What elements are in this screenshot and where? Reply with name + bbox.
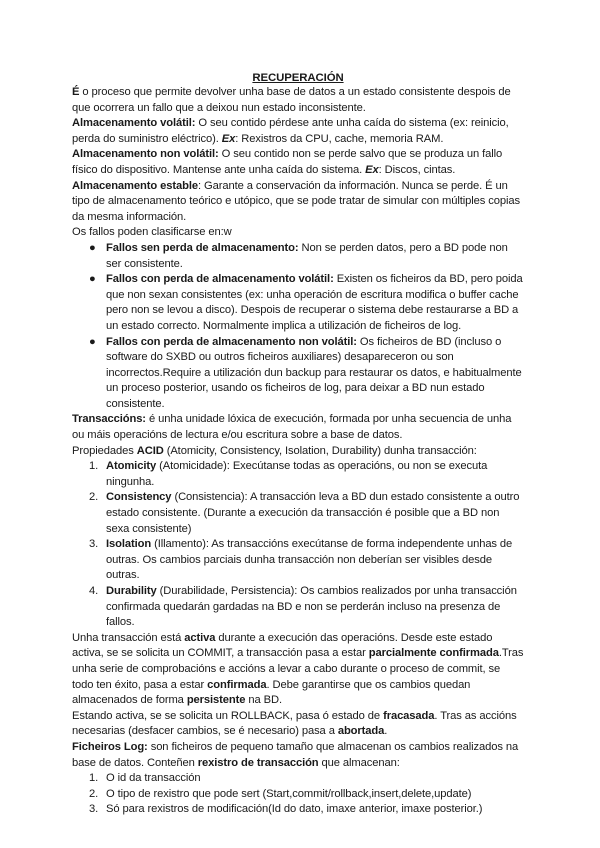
- failures-intro: Os fallos poden clasificarse en:w: [72, 226, 232, 239]
- transaction-record-term: rexistro de transacción: [197, 756, 319, 769]
- failure-term: Fallos con perda de almacenamento volátil:: [106, 273, 334, 286]
- states-text: Estando activa, se se solicita un ROLLBACK, pasa ó estado de: [72, 709, 384, 722]
- acid-intro: [72, 444, 524, 460]
- item-number: 2.: [89, 787, 99, 800]
- nonvolatile-term: Almacenamento non volátil:: [72, 148, 219, 161]
- failures-list: [72, 241, 524, 413]
- acid-item-text: (Durabilidade, Persistencia): Os cambios realizados por unha transacción confirmada quedarán gardadas na BD e non se perderán incluso na presenza de fallos.: [106, 585, 517, 629]
- bullet-icon: ●: [89, 335, 96, 348]
- transactions-text: é unha unidade lóxica de execución, formada por unha secuencia de unha ou máis operacións de lectura e/ou escritura sobre a base de datos.: [72, 413, 512, 442]
- states-commit-paragraph: [72, 631, 524, 709]
- nonvolatile-storage-paragraph: [72, 147, 524, 178]
- item-number: 1.: [89, 460, 99, 473]
- bullet-icon: ●: [89, 273, 96, 286]
- volatile-ex: Ex: [221, 132, 236, 145]
- list-item: [72, 335, 524, 413]
- failure-term: Fallos con perda de almacenamento non volátil:: [106, 335, 357, 348]
- state-active: activa: [184, 631, 216, 644]
- log-files-term: Ficheiros Log:: [72, 740, 148, 753]
- states-text: durante a execución das operacións. Desde este estado activa, se se solicita un COMMIT, a transacción pasa a estar: [72, 631, 493, 660]
- log-files-text: son ficheiros de pequeno tamaño que almacenan os cambios realizados na base de datos. Conteñen: [72, 740, 519, 769]
- states-rollback-paragraph: [72, 709, 524, 740]
- intro-lead: É: [72, 86, 80, 98]
- acid-list: [72, 459, 524, 631]
- acid-item-term: Consistency: [106, 491, 172, 504]
- intro-paragraph: [72, 85, 524, 116]
- acid-pre: Propiedades: [72, 444, 137, 457]
- failure-text: Os ficheiros de BD (incluso o software do SXBD ou outros ficheiros auxiliares) desapareceron ou son incorrectos.Require a utilización dun backup para restaurar os datos, e habitualmente un proceso posterior, usando os ficheiros de log, para deixar a BD nun estado consistente.: [106, 335, 522, 410]
- acid-item-term: Isolation: [106, 538, 152, 551]
- transactions-paragraph: [72, 412, 524, 443]
- acid-item-term: Durability: [106, 585, 157, 597]
- acid-item-text: (Illamento): As transaccións execútanse de forma independente unhas de outras. Os cambios parciais dunha transacción non deberían ser visibles desde outras.: [106, 538, 513, 582]
- list-item: [72, 787, 524, 803]
- states-text: . Debe garantirse que os cambios quedan almacenados de forma: [72, 678, 471, 707]
- item-number: 2.: [89, 491, 99, 504]
- states-text: Unha transacción está: [72, 631, 185, 644]
- volatile-term: Almacenamento volátil:: [72, 117, 196, 130]
- states-text: .: [384, 725, 388, 738]
- log-item-text: O id da transacción: [106, 772, 201, 785]
- acid-item-term: Atomicity: [106, 460, 157, 473]
- states-text: .Tras unha serie de comprobacións e accións a levar a cabo durante o proceso de commit, se todo ten éxito, pasa a estar: [72, 647, 524, 691]
- acid-term: ACID: [136, 444, 164, 457]
- list-item: [72, 272, 524, 334]
- stable-storage-paragraph: [72, 179, 524, 226]
- acid-post: (Atomicity, Consistency, Isolation, Durability) dunha transacción:: [163, 444, 477, 457]
- log-item-text: O tipo de rexistro que pode sert (Start,commit/rollback,insert,delete,update): [106, 787, 472, 800]
- state-committed: confirmada: [207, 678, 267, 691]
- volatile-text: O seu contido pérdese ante unha caída do sistema (ex: reinicio, perda do suministro eléctrico).: [72, 117, 509, 145]
- page-title: RECUPERACIÓN: [252, 72, 344, 84]
- nonvolatile-text: O seu contido non se perde salvo que se produza un fallo físico do dispositivo. Mantense ante unha caída do sistema.: [72, 148, 503, 176]
- nonvolatile-examples: : Discos, cintas.: [378, 163, 456, 176]
- state-partially-committed: parcialmente confirmada: [368, 647, 499, 660]
- state-persistent: persistente: [186, 694, 246, 707]
- log-files-paragraph: [72, 740, 524, 771]
- list-item: [72, 802, 524, 818]
- volatile-storage-paragraph: [72, 116, 524, 147]
- states-text: na BD.: [245, 694, 283, 707]
- list-item: [72, 241, 524, 272]
- stable-term: Almacenamento estable: [72, 179, 198, 192]
- acid-item-text: (Consistencia): A transacción leva a BD dun estado consistente a outro estado consistente. (Durante a execución da transacción é posible que a BD non sexa consistente): [106, 491, 520, 535]
- failure-text: Non se perden datos, pero a BD pode non ser consistente.: [106, 241, 508, 270]
- failure-text: Existen os ficheiros da BD, pero poida que non sexan consistentes (ex: unha operación de escritura modifica o buffer cache pero non se levou a disco). Despois de recuperar o sistema debe restaurarse a BD a un estado correcto. Normalmente implica a utilización de ficheiros de log.: [106, 273, 523, 332]
- item-number: 1.: [89, 772, 99, 785]
- transactions-term: Transaccións:: [72, 413, 146, 426]
- list-item: [72, 537, 524, 584]
- item-number: 3.: [89, 538, 99, 551]
- nonvolatile-ex: Ex: [365, 163, 379, 176]
- state-failed: fracasada: [383, 709, 435, 722]
- log-record-list: [72, 771, 524, 818]
- list-item: [72, 771, 524, 787]
- intro-text: o proceso que permite devolver unha base de datos a un estado consistente despois de que ocorrera un fallo que a deixou nun estado inconsistente.: [72, 86, 511, 114]
- volatile-examples: : Rexistros da CPU, cache, memoria RAM.: [235, 132, 444, 145]
- list-item: [72, 490, 524, 537]
- states-text: . Tras as accións necesarias (desfacer cambios, se é necesario) pasa a: [72, 709, 517, 738]
- list-item: [72, 584, 524, 631]
- state-aborted: abortada: [337, 725, 385, 738]
- failure-term: Fallos sen perda de almacenamento:: [106, 241, 299, 254]
- stable-text: : Garante a conservación da información. Nunca se perde. É un tipo de almacenamento teórico e utópico, que se pode tratar de simular con múltiples copias da mesma información.: [72, 179, 520, 223]
- item-number: 4.: [89, 585, 99, 597]
- bullet-icon: ●: [89, 241, 96, 254]
- log-files-text: que almacenan:: [318, 756, 400, 769]
- list-item: [72, 459, 524, 490]
- item-number: 3.: [89, 803, 99, 816]
- acid-item-text: (Atomicidade): Execútanse todas as operacións, ou non se executa ningunha.: [106, 460, 488, 488]
- log-item-text: Só para rexistros de modificación(Id do dato, imaxe anterior, imaxe posterior.): [106, 803, 483, 816]
